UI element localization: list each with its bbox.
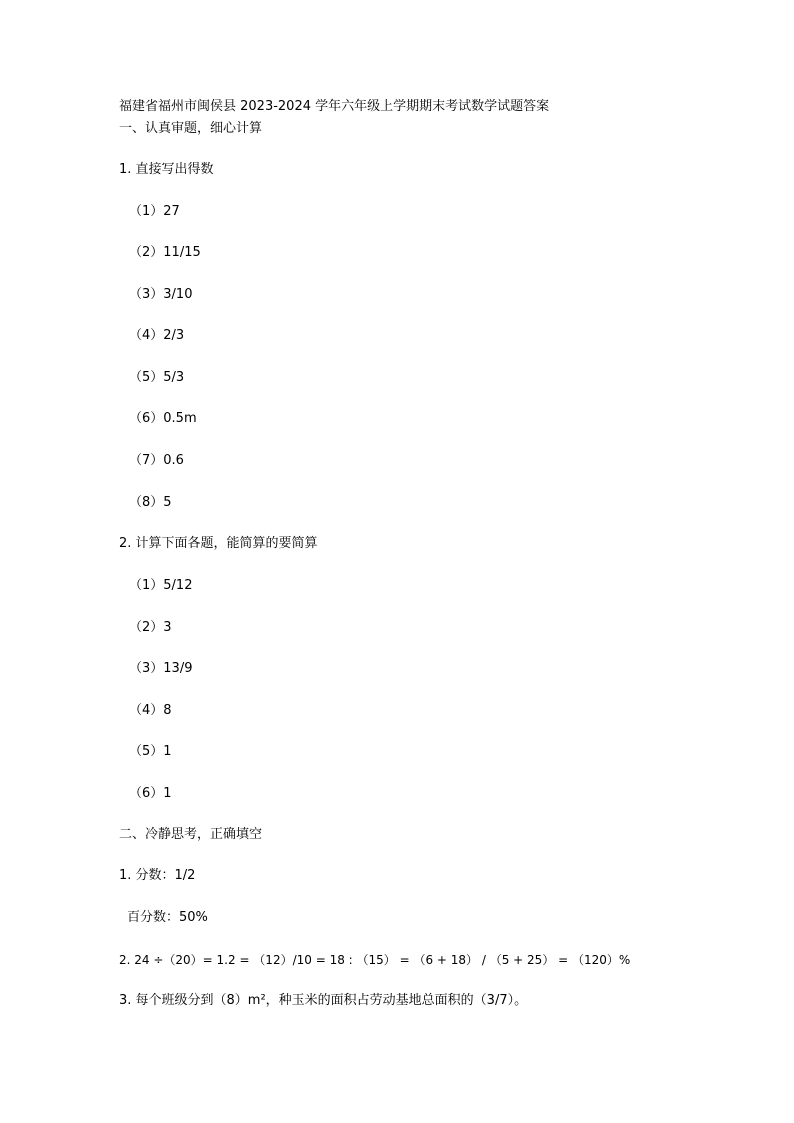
fill-1-percent: 百分数：50%: [127, 910, 208, 925]
answer-item: （3）3/10: [129, 287, 193, 302]
answer-item: （6）0.5m: [129, 411, 197, 426]
section-1-heading: 一、认真审题，细心计算: [119, 121, 263, 136]
answer-item: （7）0.6: [129, 453, 184, 468]
answer-item: （1）27: [129, 204, 180, 219]
answer-item: （4）2/3: [129, 328, 185, 343]
fill-2-equation: 2. 24 ÷（20）= 1.2 = （12）/10 = 18 : （15） = （6 + 18） / （5 + 25） = （120）%: [119, 953, 631, 967]
fill-1-fraction: 1. 分数：1/2: [119, 868, 196, 883]
question-2-heading: 2. 计算下面各题，能简算的要简算: [119, 536, 318, 551]
answer-item: （5）1: [129, 744, 172, 759]
answer-item: （3）13/9: [129, 661, 193, 676]
answer-item: （6）1: [129, 786, 172, 801]
answer-item: （2）11/15: [129, 245, 201, 260]
question-1-heading: 1. 直接写出得数: [119, 162, 214, 177]
answer-item: （4）8: [129, 703, 172, 718]
answer-item: （1）5/12: [129, 578, 193, 593]
section-2-heading: 二、冷静思考，正确填空: [119, 827, 263, 842]
answer-item: （5）5/3: [129, 370, 185, 385]
document-title: 福建省福州市闽侯县 2023-2024 学年六年级上学期期末考试数学试题答案: [119, 99, 550, 114]
fill-3-answer: 3. 每个班级分到（8）m²，种玉米的面积占劳动基地总面积的（3/7）。: [119, 993, 528, 1008]
answer-item: （8）5: [129, 495, 172, 510]
answer-item: （2）3: [129, 620, 172, 635]
